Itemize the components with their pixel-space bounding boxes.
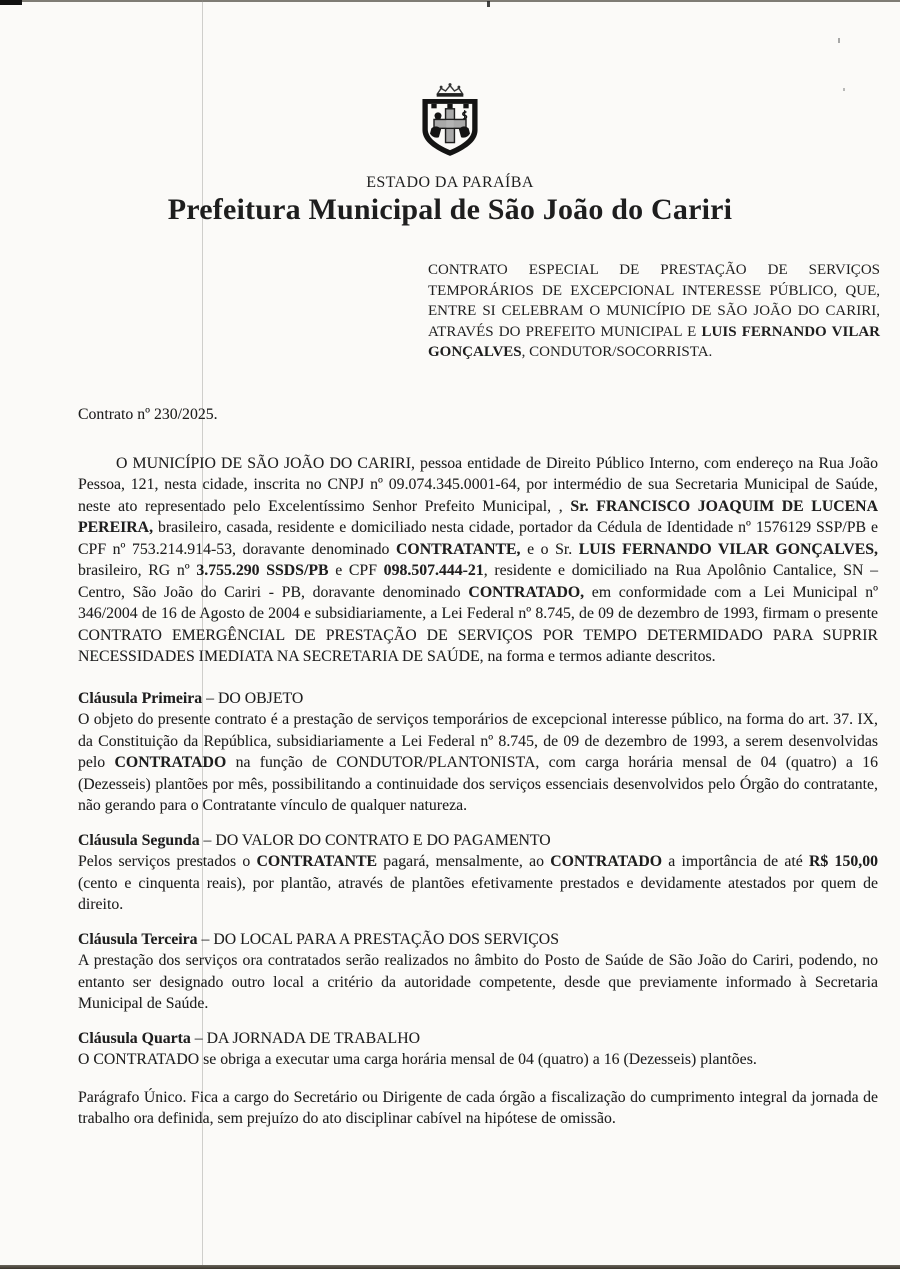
preamble-run: brasileiro, casada, residente e domiciliado nesta cidade, portador da Cédula de Identidade nº 1576129 SSP/PB e CPF nº 753.214.914-53, doravante denominado (78, 519, 878, 558)
clause-4-text (78, 1049, 878, 1071)
state-line: ESTADO DA PARAÍBA (366, 174, 534, 191)
clause-3-text (78, 950, 878, 1015)
clause-3-title: Cláusula Terceira (78, 930, 198, 948)
contracted-party-name: LUIS FERNANDO VILAR GONÇALVES, (578, 540, 878, 558)
cpf-number: 098.507.444-21 (383, 562, 484, 579)
contract-number: Contrato nº 230/2025. (78, 406, 218, 423)
contracted-party-name: LUIS FERNANDO VILAR GONÇALVES (428, 323, 880, 360)
letterhead (0, 82, 900, 227)
clause-1-text (78, 709, 878, 817)
clause-1-subject: – DO OBJETO (202, 689, 304, 707)
rg-number: 3.755.290 SSDS/PB (196, 562, 329, 579)
clause-run: O CONTRATADO se obriga a executar uma carga horária mensal de 04 (quatro) a 16 (Dezesseis) plantões. (78, 1051, 757, 1068)
preamble-run: brasileiro, RG nº (78, 562, 197, 579)
sole-paragraph-text: Parágrafo Único. Fica a cargo do Secretário ou Dirigente de cada órgão a fiscalização do cumprimento integral da jornada de trabalho ora definida, sem prejuízo do ato disciplinar cabível na hipótese de omissão. (78, 1088, 878, 1127)
contract-body (78, 404, 878, 1130)
clause-run: (cento e cinquenta reais), por plantão, através de plantões efetivamente prestados e devidamente atestados por quem de direito. (78, 874, 878, 913)
municipal-coat-of-arms-icon (410, 82, 490, 169)
clause-1-title: Cláusula Primeira (78, 689, 203, 707)
contract-epigraph (428, 260, 880, 363)
clause-2-heading (78, 830, 878, 852)
scan-corner-mark (0, 0, 22, 5)
clause-3-subject: – DO LOCAL PARA A PRESTAÇÃO DOS SERVIÇOS (197, 930, 559, 948)
scan-top-edge (0, 0, 900, 2)
clause-3-heading (78, 929, 878, 951)
epigraph-run: , CONDUTOR/SOCORRISTA. (521, 344, 713, 360)
contratado-label: CONTRATADO, (468, 583, 585, 601)
clause-2 (78, 830, 878, 916)
clause-2-text (78, 851, 878, 916)
clause-4 (78, 1028, 878, 1071)
clause-3 (78, 929, 878, 1015)
clause-run: O objeto do presente contrato é a prestação de serviços temporários de excepcional interesse público, na forma do art. 37. IX, da Constituição da República, subsidiariamente a Lei Federal nº 8.745, de 09 de dezembro de 1993, a serem desenvolvidas pelo (78, 711, 878, 771)
scan-speck (838, 38, 840, 43)
payment-amount: R$ 150,00 (809, 853, 878, 870)
clause-run: a importância de até (662, 853, 809, 870)
clause-4-heading (78, 1028, 878, 1050)
clause-2-subject: – DO VALOR DO CONTRATO E DO PAGAMENTO (199, 831, 551, 849)
page-title: Prefeitura Municipal de São João do Cariri (167, 193, 733, 226)
preamble-run: O MUNICÍPIO DE SÃO JOÃO DO CARIRI, pessoa entidade de Direito Público Interno, com endereço na Rua João Pessoa, 121, nesta cidade, inscrita no CNPJ nº 09.074.345.0001-64, por intermédio de sua Secretaria Municipal de Saúde, neste ato representado pelo Excelentíssimo Senhor Prefeito Municipal, , (78, 454, 878, 515)
scan-speck (487, 1, 490, 7)
scan-bottom-edge (0, 1265, 900, 1269)
contratante-label: CONTRATANTE, (396, 540, 521, 558)
epigraph-run: CONTRATO ESPECIAL DE PRESTAÇÃO DE SERVIÇOS TEMPORÁRIOS DE EXCEPCIONAL INTERESSE PÚBLICO, QUE, ENTRE SI CELEBRAM O MUNICÍPIO DE SÃO JOÃO DO CARIRI, ATRAVÉS DO PREFEITO MUNICIPAL E (428, 262, 880, 340)
preamble-run: e CPF (328, 562, 384, 579)
clause-run: A prestação dos serviços ora contratados serão realizados no âmbito do Posto de Saúde de São João do Cariri, podendo, no entanto ser designado outro local a critério da autoridade competente, desde que previamente informado à Secretaria Municipal de Saúde. (78, 952, 878, 1012)
clause-1 (78, 688, 878, 817)
contratante-label: CONTRATANTE (256, 853, 378, 870)
clause-2-title: Cláusula Segunda (78, 831, 200, 849)
contratado-label: CONTRATADO (114, 754, 227, 771)
preamble-run: e o Sr. (520, 540, 579, 558)
sole-paragraph (78, 1087, 878, 1130)
clause-4-subject: – DA JORNADA DE TRABALHO (190, 1029, 421, 1047)
clause-run: pagará, mensalmente, ao (377, 853, 551, 870)
preamble-run: , residente e domiciliado na Rua Apolônio Cantalice, SN – Centro, São João do Cariri - PB, doravante denominado (78, 562, 878, 601)
clause-run: Pelos serviços prestados o (78, 853, 257, 870)
preamble-run: em conformidade com a Lei Municipal nº 346/2004 de 16 de Agosto de 2004 e subsidiariamente, a Lei Federal nº 8.745, de 09 de dezembro de 1993, firmam o presente CONTRATO EMERGÊNCIAL DE PRESTAÇÃO DE SERVIÇOS POR TEMPO DETERMIDADO PARA SUPRIR NECESSIDADES IMEDIATA NA SECRETARIA DE SAÚDE, na forma e termos adiante descritos. (78, 583, 878, 665)
clause-4-title: Cláusula Quarta (78, 1029, 191, 1047)
clause-run: na função de CONDUTOR/PLANTONISTA, com carga horária mensal de 04 (quatro) a 16 (Dezesseis) plantões por mês, possibilitando a continuidade dos serviços essenciais desenvolvidos pelo Órgão do contratante, não gerando para o Contratante vínculo de qualquer natureza. (78, 754, 878, 814)
mayor-name: Sr. FRANCISCO JOAQUIM DE LUCENA PEREIRA, (78, 497, 878, 536)
contratado-label: CONTRATADO (550, 853, 663, 870)
clause-1-heading (78, 688, 878, 710)
preamble-paragraph (78, 453, 878, 668)
